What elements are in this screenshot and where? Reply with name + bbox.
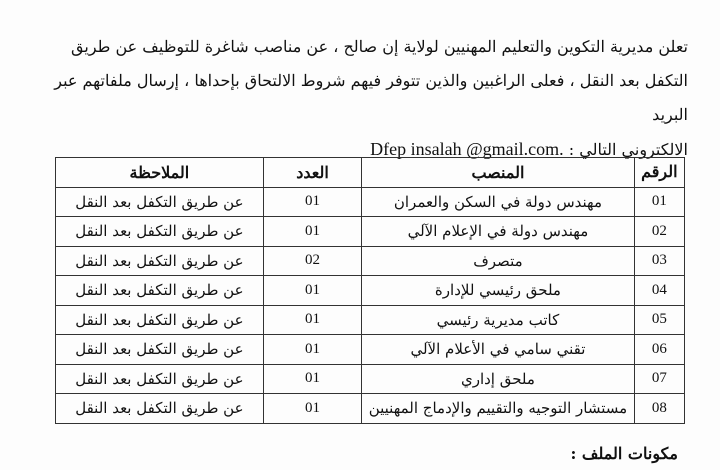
row-number: 07 — [634, 364, 684, 394]
header-number: الرقم — [634, 158, 684, 188]
row-post: ملحق رئيسي للإدارة — [362, 276, 634, 306]
row-number: 02 — [634, 217, 684, 247]
row-count: 01 — [263, 394, 361, 424]
row-count: 02 — [263, 246, 361, 276]
table-row — [56, 187, 685, 217]
contact-email: Dfep insalah @gmail.com. — [370, 139, 564, 159]
row-post: مهندس دولة في السكن والعمران — [362, 187, 634, 217]
row-note: عن طريق التكفل بعد النقل — [56, 394, 264, 424]
header-note: الملاحظة — [56, 158, 264, 188]
table-row — [56, 276, 685, 306]
row-number: 01 — [634, 187, 684, 217]
row-note: عن طريق التكفل بعد النقل — [56, 246, 264, 276]
row-note: عن طريق التكفل بعد النقل — [56, 305, 264, 335]
row-count: 01 — [263, 187, 361, 217]
table-row — [56, 305, 685, 335]
row-post: ملحق إداري — [362, 364, 634, 394]
table-row — [56, 394, 685, 424]
row-number: 06 — [634, 335, 684, 365]
row-post: متصرف — [362, 246, 634, 276]
row-count: 01 — [263, 276, 361, 306]
row-post: تقني سامي في الأعلام الآلي — [362, 335, 634, 365]
announcement-text — [40, 30, 688, 167]
header-count: العدد — [263, 158, 361, 188]
row-count: 01 — [263, 217, 361, 247]
row-count: 01 — [263, 364, 361, 394]
row-number: 03 — [634, 246, 684, 276]
file-contents-heading: مكونات الملف : — [570, 444, 678, 463]
table-row — [56, 364, 685, 394]
row-number: 05 — [634, 305, 684, 335]
row-post: مستشار التوجيه والتقييم والإدماج المهنيين — [362, 394, 634, 424]
row-count: 01 — [263, 305, 361, 335]
table-header-row — [56, 158, 685, 188]
row-post: كاتب مديرية رئيسي — [362, 305, 634, 335]
header-post: المنصب — [362, 158, 634, 188]
table-row — [56, 335, 685, 365]
row-note: عن طريق التكفل بعد النقل — [56, 217, 264, 247]
intro-line-1: تعلن مديرية التكوين والتعليم المهنيين لولاية إن صالح ، عن مناصب شاغرة للتوظيف عن طريق — [71, 37, 688, 56]
row-post: مهندس دولة في الإعلام الآلي — [362, 217, 634, 247]
row-note: عن طريق التكفل بعد النقل — [56, 364, 264, 394]
table-row — [56, 246, 685, 276]
intro-line-3-prefix: الالكتروني التالي : — [568, 140, 688, 159]
row-number: 08 — [634, 394, 684, 424]
table-row — [56, 217, 685, 247]
row-note: عن طريق التكفل بعد النقل — [56, 187, 264, 217]
row-count: 01 — [263, 335, 361, 365]
row-note: عن طريق التكفل بعد النقل — [56, 276, 264, 306]
row-note: عن طريق التكفل بعد النقل — [56, 335, 264, 365]
vacancies-table — [55, 157, 685, 424]
row-number: 04 — [634, 276, 684, 306]
intro-line-2: التكفل بعد النقل ، فعلى الراغبين والذين تتوفر فيهم شروط الالتحاق بإحداها ، إرسال ملفاتهم عبر البريد — [54, 71, 688, 124]
